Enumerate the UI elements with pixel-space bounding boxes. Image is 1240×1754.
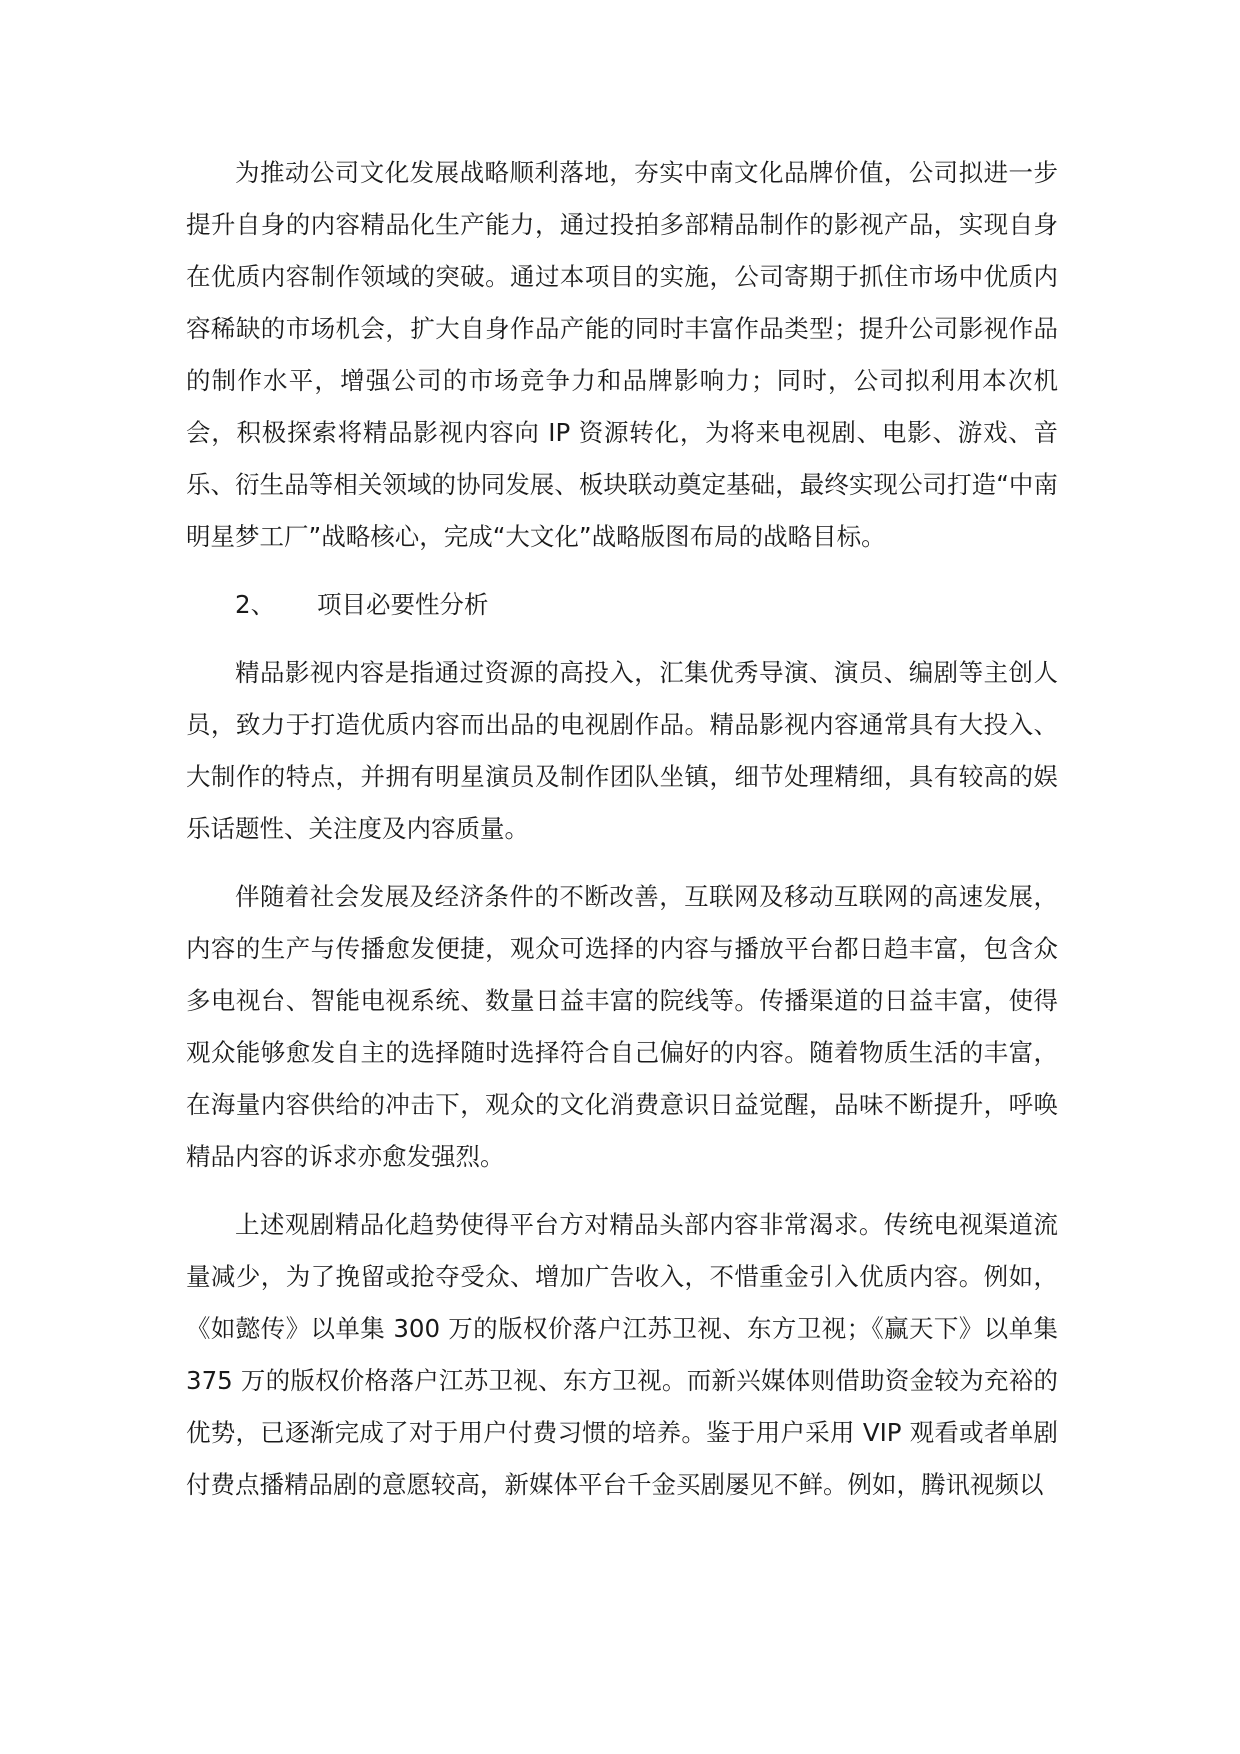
- paragraph-definition: 精品影视内容是指通过资源的高投入，汇集优秀导演、演员、编剧等主创人员，致力于打造优质内容而出品的电视剧作品。精品影视内容通常具有大投入、大制作的特点，并拥有明星演员及制作团队坐镇，细节处理精细，具有较高的娱乐话题性、关注度及内容质量。: [186, 658, 1058, 843]
- paragraph-strategy: 为推动公司文化发展战略顺利落地，夯实中南文化品牌价值，公司拟进一步提升自身的内容精品化生产能力，通过投拍多部精品制作的影视产品，实现自身在优质内容制作领域的突破。通过本项目的实施，公司寄期于抓住市场中优质内容稀缺的市场机会，扩大自身作品产能的同时丰富作品类型；提升公司影视作品的制作水平，增强公司的市场竞争力和品牌影响力；同时，公司拟利用本次机会，积极探索将精品影视内容向 IP 资源转化，为将来电视剧、电影、游戏、音乐、衍生品等相关领域的协同发展、板块联动奠定基础，最终实现公司打造“中南明星梦工厂”战略核心，完成“大文化”战略版图布局的战略目标。: [186, 158, 1058, 551]
- section-number: 2、: [235, 590, 276, 619]
- document-body: [186, 147, 1058, 1527]
- paragraph-platform-demand: 上述观剧精品化趋势使得平台方对精品头部内容非常渴求。传统电视渠道流量减少，为了挽留或抢夺受众、增加广告收入，不惜重金引入优质内容。例如，《如懿传》以单集 300 万的版权价落户江苏卫视、东方卫视；《赢天下》以单集 375 万的版权价格落户江苏卫视、东方卫视。而新兴媒体则借助资金较为充裕的优势，已逐渐完成了对于用户付费习惯的培养。鉴于用户采用 VIP 观看或者单剧付费点播精品剧的意愿较高，新媒体平台千金买剧屡见不鲜。例如，腾讯视频以: [186, 1210, 1058, 1499]
- section-heading: [186, 579, 1058, 631]
- paragraph-audience: 伴随着社会发展及经济条件的不断改善，互联网及移动互联网的高速发展，内容的生产与传播愈发便捷，观众可选择的内容与播放平台都日趋丰富，包含众多电视台、智能电视系统、数量日益丰富的院线等。传播渠道的日益丰富，使得观众能够愈发自主的选择随时选择符合自己偏好的内容。随着物质生活的丰富，在海量内容供给的冲击下，观众的文化消费意识日益觉醒，品味不断提升，呼唤精品内容的诉求亦愈发强烈。: [186, 882, 1058, 1171]
- section-title: 项目必要性分析: [317, 590, 489, 619]
